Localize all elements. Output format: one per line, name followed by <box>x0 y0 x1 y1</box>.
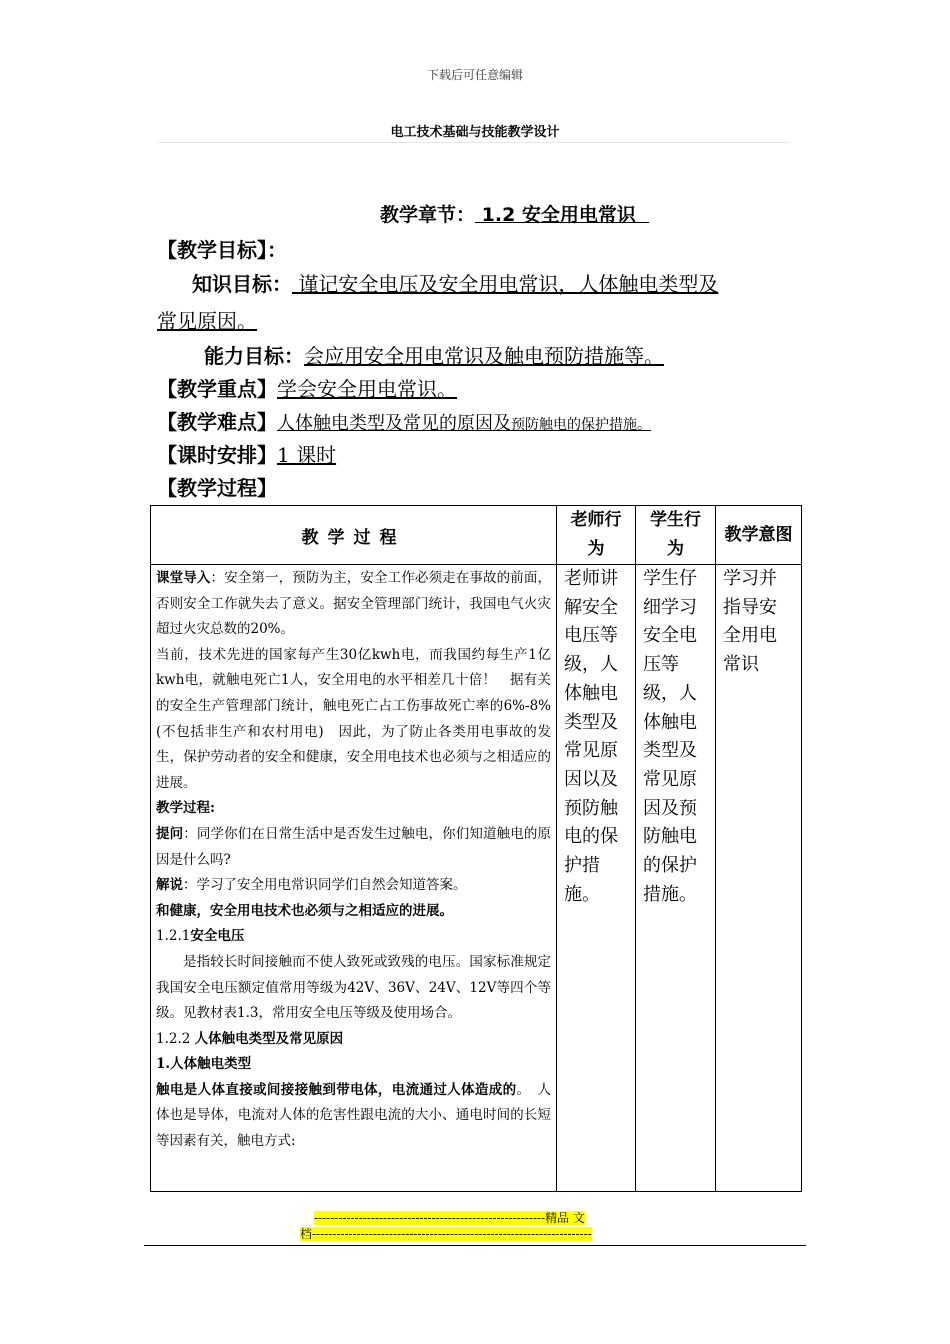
section-121-heading: 1.2.1安全电压 <box>156 928 245 945</box>
process-heading: 【教学过程】 <box>157 476 277 500</box>
ability-label: 能力目标： <box>204 344 304 368</box>
objectives-heading: 【教学目标】： <box>157 238 287 262</box>
header-note: 下载后可任意编辑 <box>426 68 523 82</box>
chapter-line <box>380 200 649 227</box>
knowledge-text-line2: 常见原因。 <box>157 309 257 333</box>
key-point-text: 学会安全用电常识。 <box>277 377 457 401</box>
key-point-row <box>157 373 457 402</box>
explain-paragraph <box>156 873 551 899</box>
knowledge-text-line1: 谨记安全电压及安全用电常识，人体触电类型及 <box>292 272 719 296</box>
difficulty-row <box>157 406 651 435</box>
footer-watermark <box>300 1210 650 1242</box>
intro-label: 课堂导入 <box>156 570 211 586</box>
header-divider <box>158 142 790 143</box>
chapter-label: 教学章节： <box>380 204 476 226</box>
header-process: 教学过程 <box>151 506 557 565</box>
schedule-text: 1 课时 <box>277 443 337 467</box>
intro-text: ：安全第一，预防为主，安全工作必须走在事故的前面，否则安全工作就失去了意义。据安全管理部门统计，我国电气火灾超过火灾总数的20%。 <box>156 570 551 638</box>
document-title: 电工技术基础与技能教学设计 <box>390 125 560 140</box>
statistics-paragraph: 当前，技术先进的国家每产生30亿kwh电，而我国约每生产1亿kwh电，就触电死亡1人，安全用电的水平相差几十倍！ 据有关的安全生产管理部门统计，触电死亡占工伤事故死亡率的6%-8%(不包括非生产和农村用电) 因此，为了防止各类用电事故的发生，保护劳动者的安全和健康，安全用电技术也必须与之相适应的进展。 <box>156 646 551 791</box>
header-student: 学生行为 <box>636 506 716 565</box>
difficulty-text: 人体触电类型及常见的原因及 <box>277 413 511 434</box>
explain-text: ：学习了安全用电常识同学们自然会知道答案。 <box>183 877 467 894</box>
student-action: 学生仔细学习安全电压等级，人体触电类型及常见原因及预防触电的保护措施。 <box>636 565 716 1192</box>
knowledge-label: 知识目标： <box>192 272 292 296</box>
header-teacher: 老师行为 <box>557 506 636 565</box>
question-text: ：同学你们在日常生活中是否发生过触电，你们知道触电的原因是什么吗? <box>156 825 551 868</box>
teaching-intent: 学习并指导安全用电常识 <box>716 565 802 1192</box>
intro-paragraph <box>156 566 551 643</box>
difficulty-label: 【教学难点】 <box>157 410 277 434</box>
ability-objective <box>204 340 664 369</box>
definition-paragraph <box>156 1078 551 1155</box>
difficulty-text-small: 预防触电的保护措施。 <box>511 417 651 433</box>
explain-label: 解说 <box>156 877 183 894</box>
footer-divider <box>144 1245 806 1246</box>
safe-voltage-paragraph: 是指较长时间接触而不使人致死或致残的电压。国家标准规定我国安全电压额定值常用等级为42V、36V、24V、12V等四个等级。见教材表1.3，常用安全电压等级及使用场合。 <box>156 953 551 1022</box>
key-point-label: 【教学重点】 <box>157 377 277 401</box>
ability-text: 会应用安全用电常识及触电预防措施等。 <box>304 344 664 368</box>
subsection-heading: 1.人体触电类型 <box>156 1056 252 1073</box>
bold-statement: 和健康，安全用电技术也必须与之相适应的进展。 <box>156 902 453 919</box>
definition-bold: 触电是人体直接或间接接触到带电体，电流通过人体造成的 <box>156 1081 517 1098</box>
teaching-process-table <box>150 505 802 1192</box>
question-paragraph <box>156 822 551 873</box>
footer-line1: ---------------------------------------------------------精品 文 <box>314 1211 585 1225</box>
question-label: 提问 <box>156 825 184 842</box>
footer-line2: 档--------------------------------------------------------------------- <box>300 1227 592 1241</box>
process-label: 教学过程: <box>156 800 215 817</box>
definition-rest: 。 人体也是导体，电流对人体的危害性跟电流的大小、通电时间的长短等因素有关，触电方式: <box>156 1081 552 1150</box>
teacher-action: 老师讲解安全电压等级，人体触电类型及常见原因以及预防触电的保护措施。 <box>557 565 636 1192</box>
schedule-label: 【课时安排】 <box>157 443 277 467</box>
table-header-row <box>151 506 802 565</box>
knowledge-objective <box>192 268 718 297</box>
schedule-row <box>157 439 336 468</box>
section-122-heading: 1.2.2 人体触电类型及常见原因 <box>156 1030 344 1047</box>
chapter-title: 1.2 安全用电常识 <box>475 204 650 226</box>
header-intent: 教学意图 <box>716 506 802 565</box>
table-body-row <box>151 565 802 1192</box>
process-content <box>151 565 557 1192</box>
